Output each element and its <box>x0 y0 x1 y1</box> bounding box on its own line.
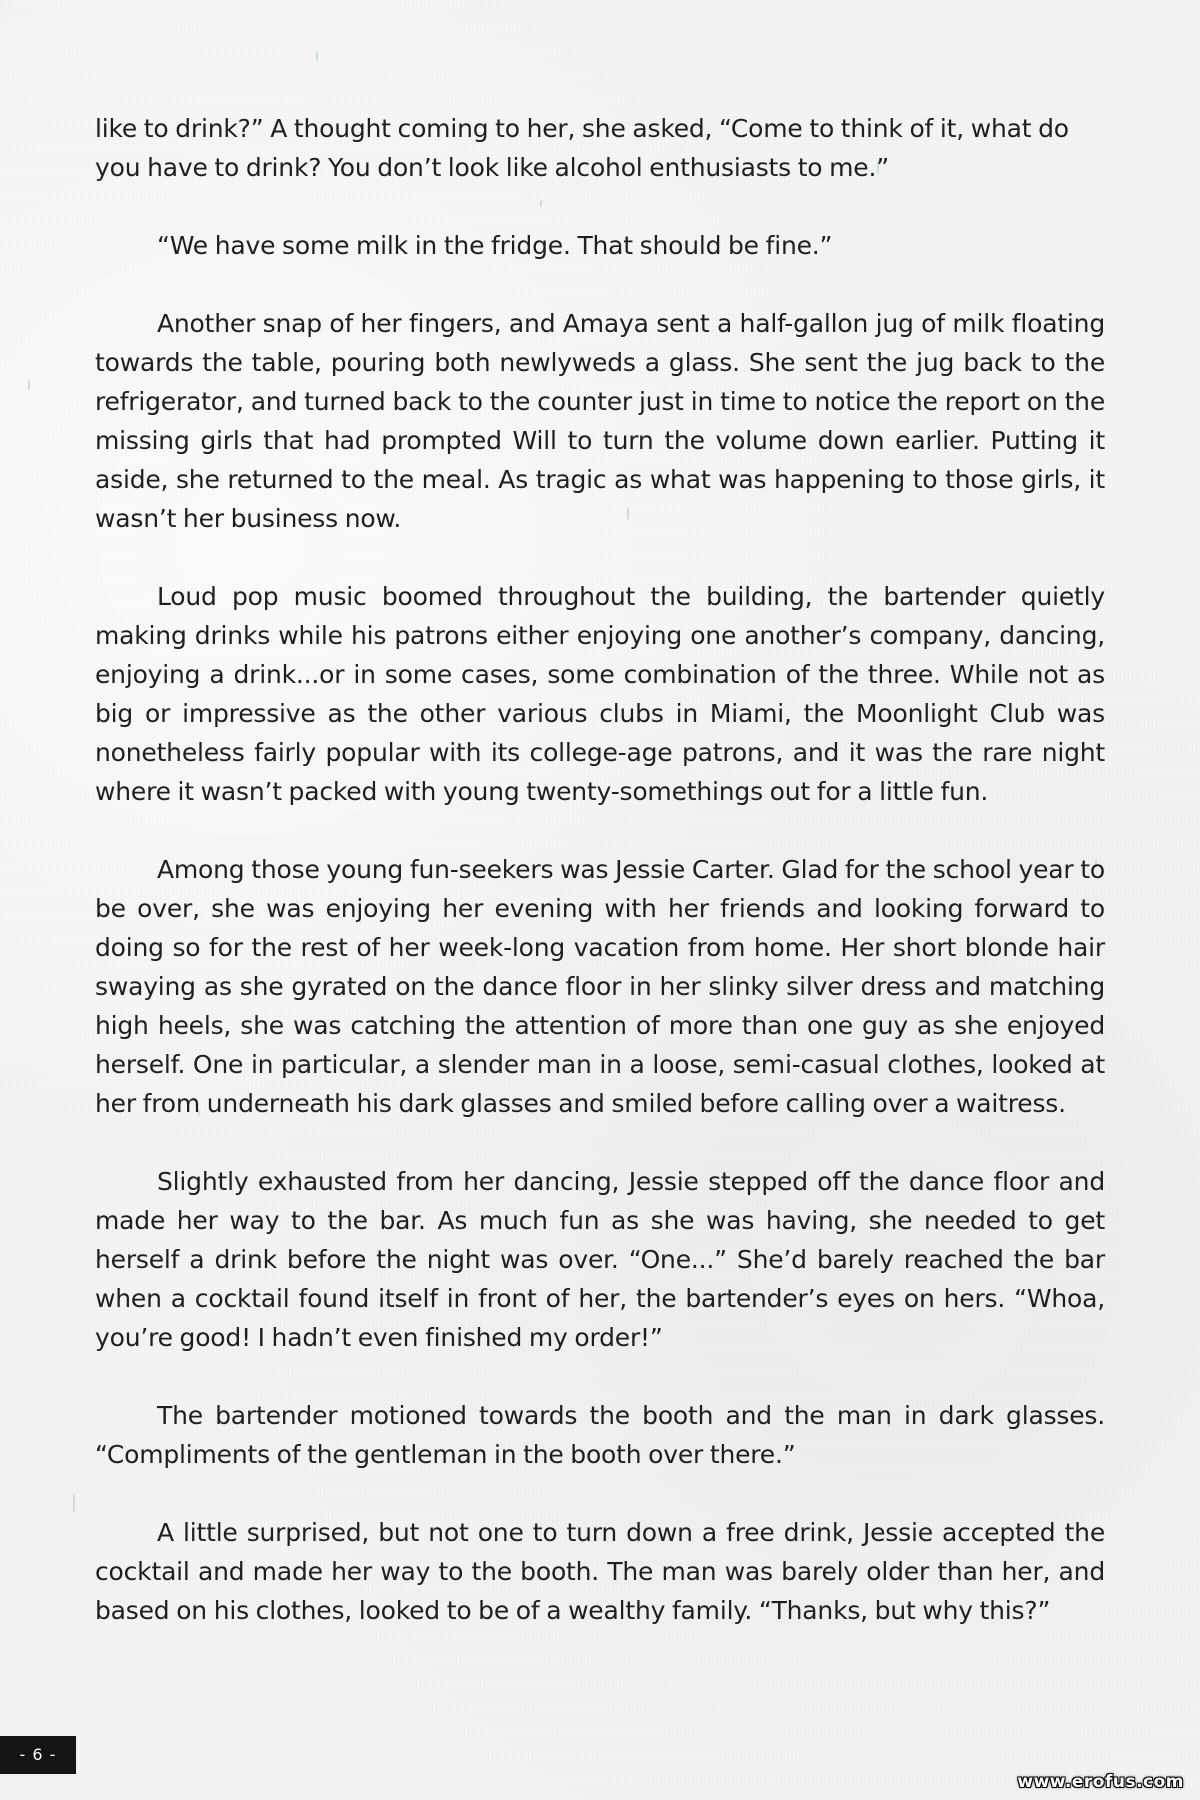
page-number: - 6 - <box>0 1736 76 1774</box>
paragraph: “We have some milk in the fridge. That should be fine.” <box>157 231 833 260</box>
paragraph: A little surprised, but not one to turn down a free drink, Jessie accepted the cocktail and made her way to the booth. The man was barely older than her, and based on his clothes, looked to be of a wealthy family. “Thanks, but why this?” <box>95 1518 1105 1625</box>
paper-speck <box>73 1494 75 1512</box>
paper-speck <box>28 380 30 390</box>
watermark: www.erofus.com <box>1017 1772 1184 1792</box>
paragraph: Among those young fun-seekers was Jessie Carter. Glad for the school year to be over, she was enjoying her evening with her friends and looking forward to doing so for the rest of her week-long vacation from home. Her short blonde hair swaying as she gyrated on the dance floor in her slinky silver dress and matching high heels, she was catching the attention of more than one guy as she enjoyed herself. One in particular, a slender man in a loose, semi-casual clothes, looked at her from underneath his dark glasses and smiled before calling over a waitress. <box>95 855 1105 1118</box>
paragraph: like to drink?” A thought coming to her, she asked, “Come to think of it, what do you have to drink? You don’t look like alcohol enthusiasts to me.” <box>95 114 1069 182</box>
paragraph: Loud pop music boomed throughout the building, the bartender quietly making drinks while his patrons either enjoying one another’s company, dancing, enjoying a drink...or in some cases, some combination of the three. While not as big or impressive as the other various clubs in Miami, the Moonlight Club was nonetheless fairly popular with its college-age patrons, and it was the rare night where it wasn’t packed with young twenty-somethings out for a little fun. <box>95 582 1105 806</box>
paper-speck <box>316 52 318 61</box>
paragraph: Another snap of her fingers, and Amaya sent a half-gallon jug of milk floating towards the table, pouring both newlyweds a glass. She sent the jug back to the refrigerator, and turned back to the counter just in time to notice the report on the missing girls that had prompted Will to turn the volume down earlier. Putting it aside, she returned to the meal. As tragic as what was happening to those girls, it wasn’t her business now. <box>95 309 1105 533</box>
page-body <box>95 109 1105 1669</box>
paragraph: The bartender motioned towards the booth and the man in dark glasses. “Compliments of the gentleman in the booth over there.” <box>95 1401 1105 1469</box>
paragraph: Slightly exhausted from her dancing, Jessie stepped off the dance floor and made her way to the bar. As much fun as she was having, she needed to get herself a drink before the night was over. “One...” She’d barely reached the bar when a cocktail found itself in front of her, the bartender’s eyes on hers. “Whoa, you’re good! I hadn’t even finished my order!” <box>95 1167 1105 1352</box>
